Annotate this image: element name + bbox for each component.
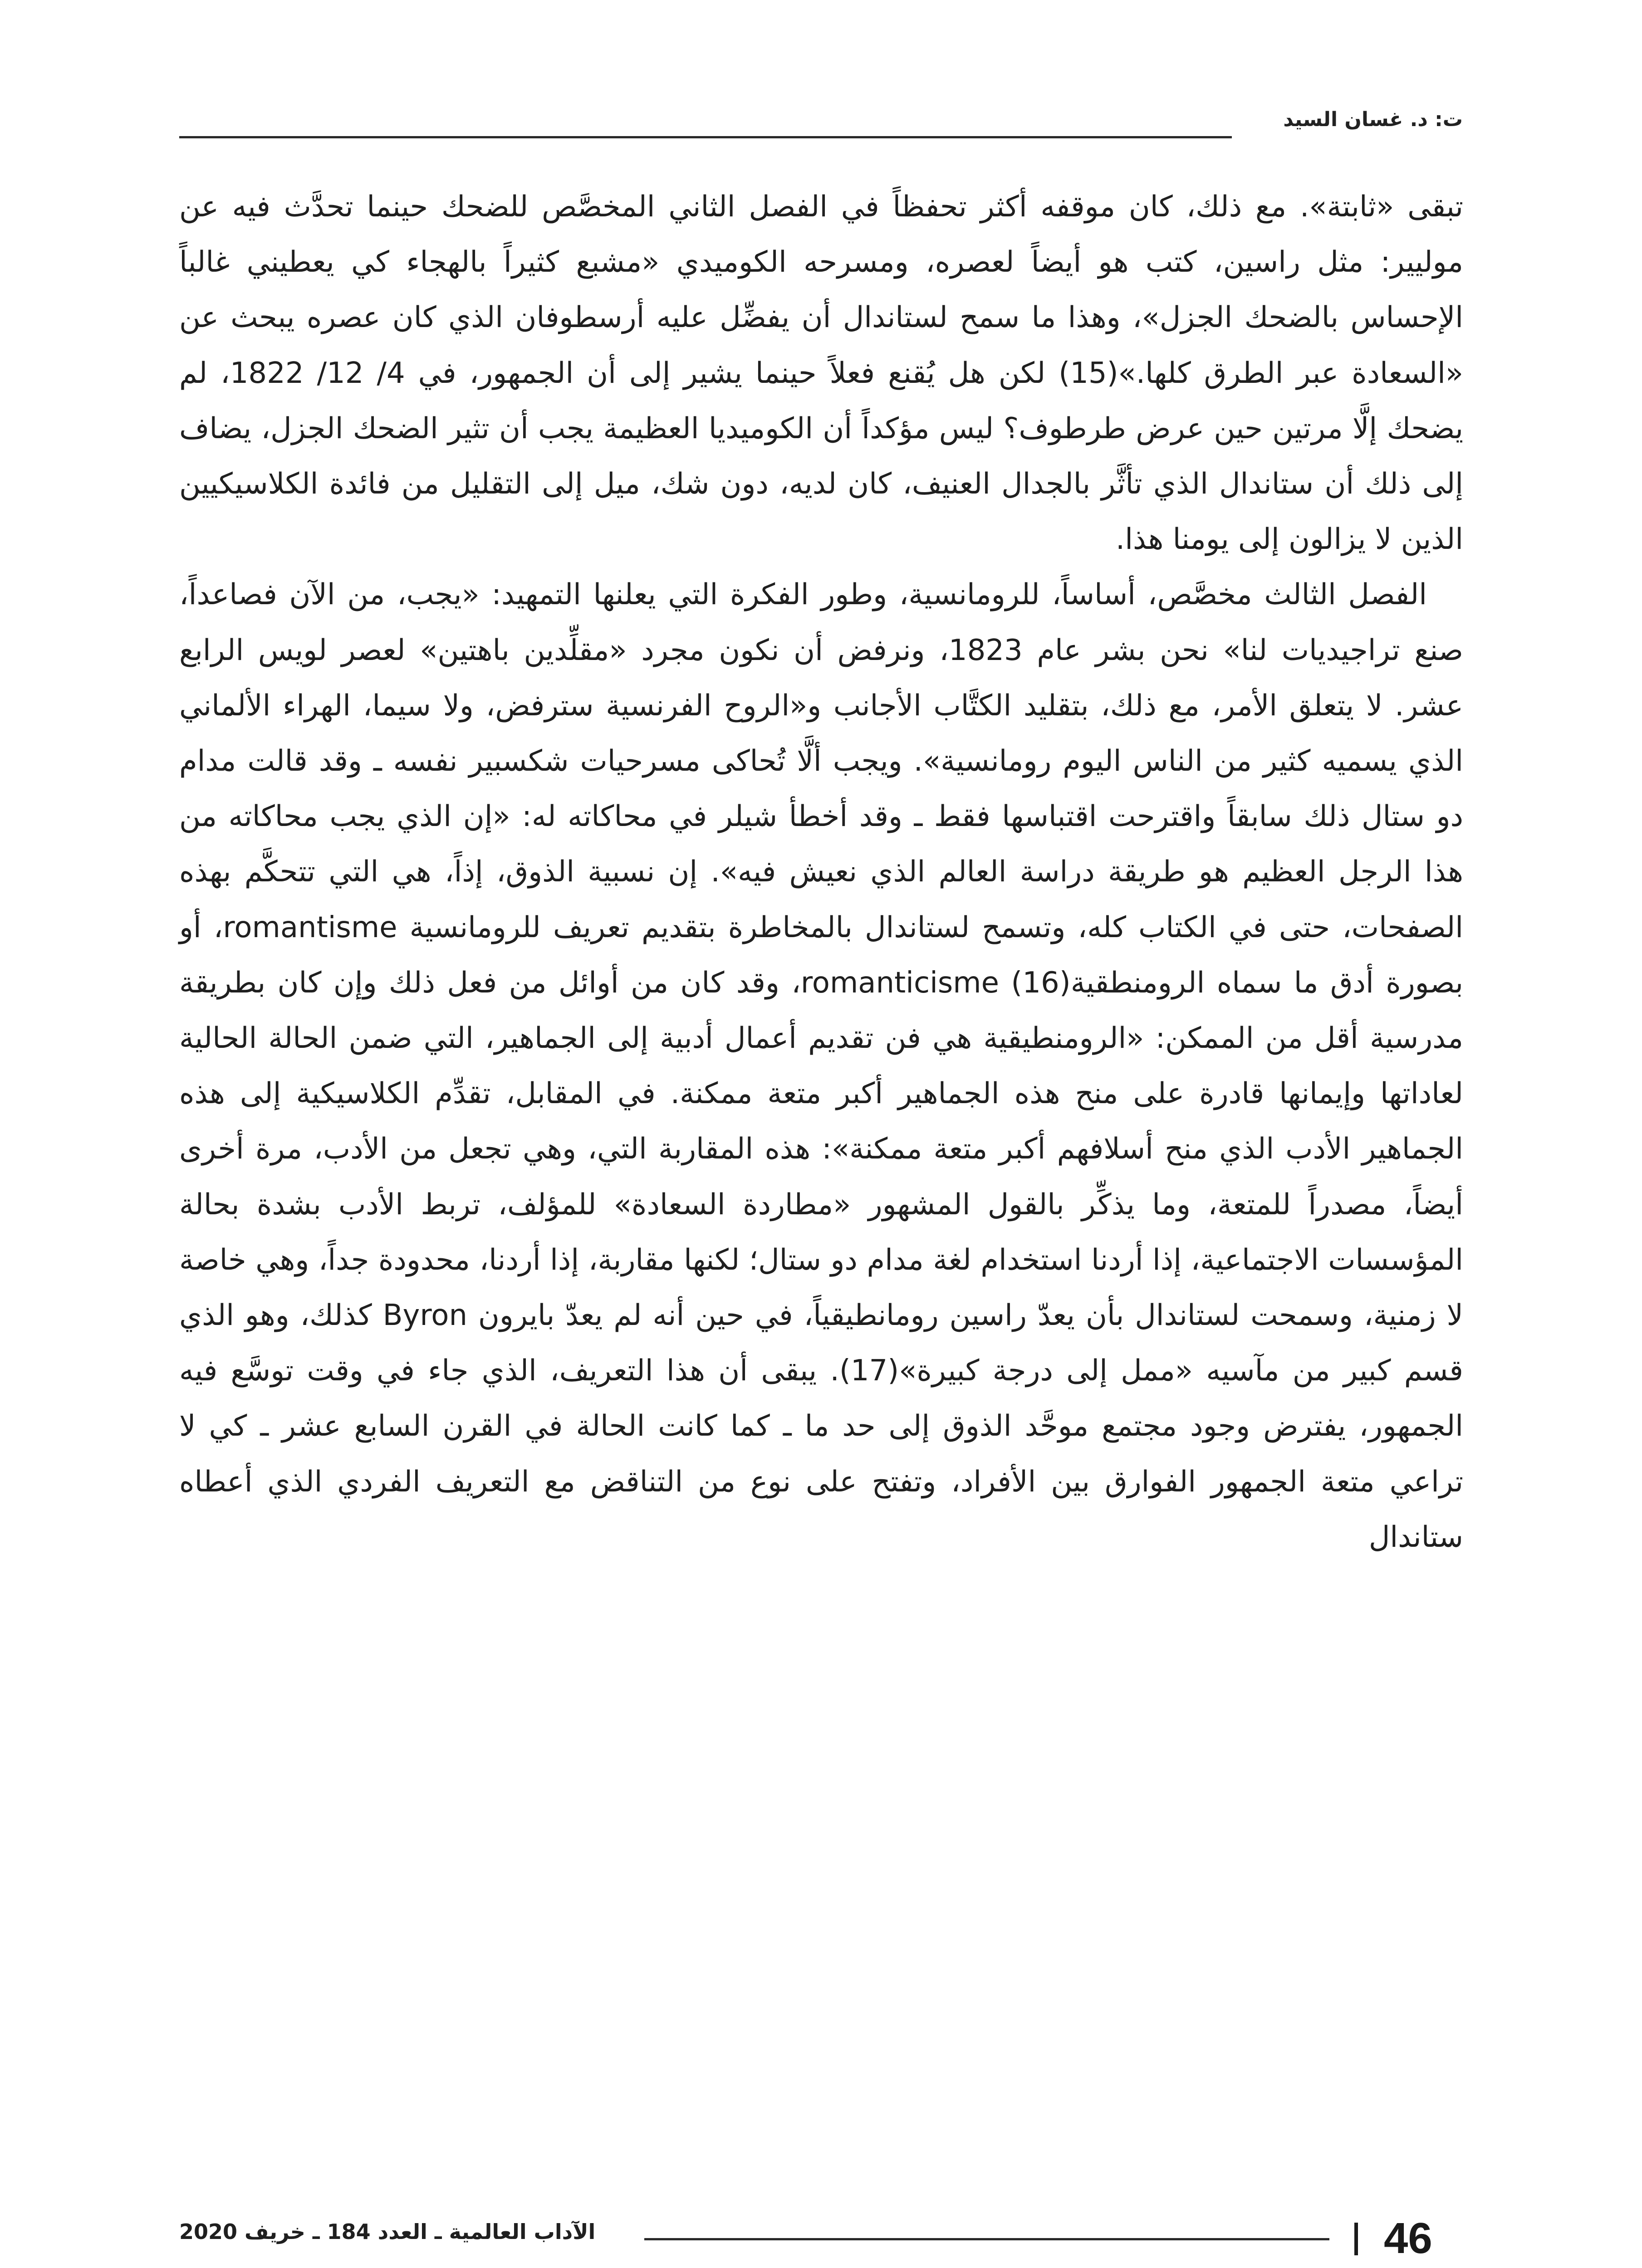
page-number: 46 — [1384, 2214, 1432, 2263]
journal-issue-info: الآداب العالمية ـ العدد 184 ـ خريف 2020 — [179, 2219, 596, 2244]
footer-separator-bar — [1354, 2223, 1358, 2255]
header-rule — [179, 136, 1232, 138]
running-head-author: ت: د. غسان السيد — [1283, 108, 1463, 131]
paragraph-2: الفصل الثالث مخصَّص، أساساً، للرومانسية، وطور الفكرة التي يعلنها التمهيد: «يجب، من الآن فصاعداً، صنع تراجيديات لنا» نحن بشر عام 1823، ونرفض أن نكون مجرد «مقلِّدين باهتين» لعصر لويس الرابع عشر. لا يتعلق الأمر، مع ذلك، بتقليد الكتَّاب الأجانب و«الروح الفرنسية سترفض، ولا سيما، الهراء الألماني الذي يسميه كثير من الناس اليوم رومانسية». ويجب ألَّا تُحاكى مسرحيات شكسبير نفسه ـ وقد قالت مدام دو ستال ذلك سابقاً واقترحت اقتباسها فقط ـ وقد أخطأ شيلر في محاكاته له: «إن الذي يجب محاكاته من هذا الرجل العظيم هو طريقة دراسة العالم الذي نعيش فيه». إن نسبية الذوق، إذاً، هي التي تتحكَّم بهذه الصفحات، حتى في الكتاب كله، وتسمح لستاندال بالمخاطرة بتقديم تعريف للرومانسية romantisme، أو بصورة أدق ما سماه الرومنطقية(16) romanticisme، وقد كان من أوائل من فعل ذلك وإن كان بطريقة مدرسية أقل من الممكن: «الرومنطيقية هي فن تقديم أعمال أدبية إلى الجماهير، التي ضمن الحالة الحالية لعاداتها وإيمانها قادرة على منح هذه الجماهير أكبر متعة ممكنة. في المقابل، تقدِّم الكلاسيكية إلى هذه الجماهير الأدب الذي منح أسلافهم أكبر متعة ممكنة»: هذه المقاربة التي، وهي تجعل من الأدب، مرة أخرى أيضاً، مصدراً للمتعة، وما يذكِّر بالقول المشهور «مطاردة السعادة» للمؤلف، تربط الأدب بشدة بحالة المؤسسات الاجتماعية، إذا أردنا استخدام لغة مدام دو ستال؛ لكنها مقاربة، إذا أردنا، محدودة جداً، وهي خاصة لا زمنية، وسمحت لستاندال بأن يعدّ راسين رومانطيقياً، في حين أنه لم يعدّ بايرون Byron كذلك، وهو الذي قسم كبير من مآسيه «ممل إلى درجة كبيرة»(17). يبقى أن هذا التعريف، الذي جاء في وقت توسَّع فيه الجمهور، يفترض وجود مجتمع موحَّد الذوق إلى حد ما ـ كما كانت الحالة في القرن السابع عشر ـ كي لا تراعي متعة الجمهور الفوارق بين الأفراد، وتفتح على نوع من التناقض مع التعريف الفردي الذي أعطاه ستاندال — [179, 578, 1464, 1554]
paragraph-1: تبقى «ثابتة». مع ذلك، كان موقفه أكثر تحفظاً في الفصل الثاني المخصَّص للضحك حينما تحدَّث فيه عن موليير: مثل راسين، كتب هو أيضاً لعصره، ومسرحه الكوميدي «مشبع كثيراً بالهجاء كي يعطيني غالباً الإحساس بالضحك الجزل»، وهذا ما سمح لستاندال أن يفضِّل عليه أرسطوفان الذي كان عصره يبحث عن «السعادة عبر الطرق كلها.»(15) لكن هل يُقنع فعلاً حينما يشير إلى أن الجمهور، في 4/ 12/ 1822، لم يضحك إلَّا مرتين حين عرض طرطوف؟ ليس مؤكداً أن الكوميديا العظيمة يجب أن تثير الضحك الجزل، يضاف إلى ذلك أن ستاندال الذي تأثَّر بالجدال العنيف، كان لديه، دون شك، ميل إلى التقليل من فائدة الكلاسيكيين الذين لا يزالون إلى يومنا هذا. — [179, 190, 1464, 557]
footer-rule — [644, 2238, 1329, 2240]
body-text — [179, 179, 1463, 1565]
